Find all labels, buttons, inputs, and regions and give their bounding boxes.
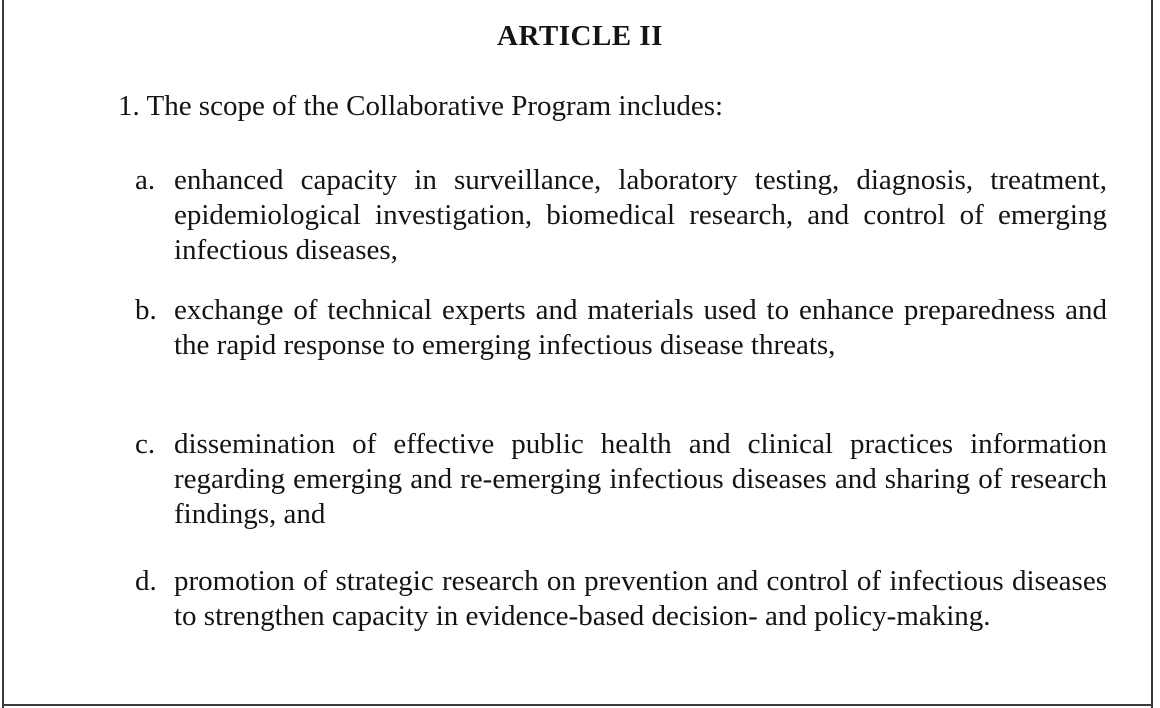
- list-item-marker: c.: [135, 428, 156, 460]
- list-item: [135, 427, 1107, 532]
- list-item: [135, 293, 1107, 363]
- list-item-marker: d.: [135, 565, 157, 597]
- page-border-bottom: [2, 704, 1153, 706]
- list-item-text: promotion of strategic research on prevention and control of infectious diseases to strengthen capacity in evidence-based decision- and policy-making.: [174, 565, 1107, 632]
- list-item: [135, 163, 1107, 268]
- page-border-left: [2, 0, 4, 708]
- list-item-text: exchange of technical experts and materials used to enhance preparedness and the rapid response to emerging infectious disease threats,: [174, 294, 1107, 361]
- list-item-marker: b.: [135, 294, 157, 326]
- scope-intro: 1. The scope of the Collaborative Program includes:: [118, 90, 724, 122]
- list-item-text: enhanced capacity in surveillance, laboratory testing, diagnosis, treatment, epidemiological investigation, biomedical research, and control of emerging infectious diseases,: [174, 164, 1107, 266]
- list-item-marker: a.: [135, 164, 156, 196]
- list-item: [135, 564, 1107, 634]
- article-title: ARTICLE II: [497, 20, 663, 52]
- list-item-text: dissemination of effective public health and clinical practices information regarding emerging and re-emerging infectious diseases and sharing of research findings, and: [174, 428, 1107, 530]
- page-border-right: [1151, 0, 1153, 708]
